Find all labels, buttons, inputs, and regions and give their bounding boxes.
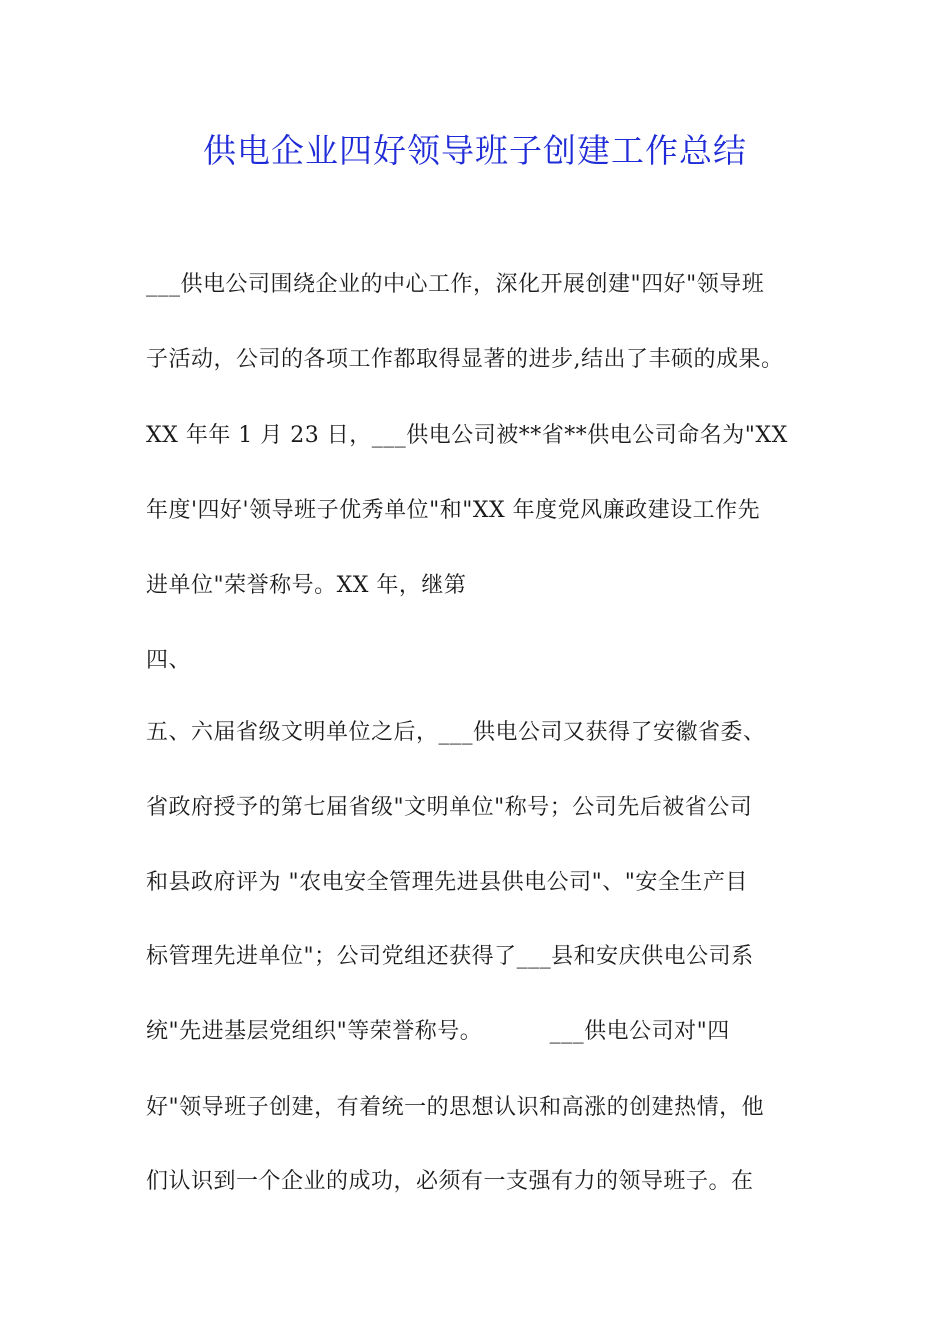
document-title: 供电企业四好领导班子创建工作总结 <box>203 131 747 170</box>
body-line: ___供电公司围绕企业的中心工作，深化开展创建"四好"领导班 <box>146 272 765 297</box>
body-line: 和县政府评为 "农电安全管理先进县供电公司"、"安全生产目 <box>146 870 748 895</box>
body-line: XX 年年 1 月 23 日，___供电公司被**省**供电公司命名为"XX <box>146 423 788 448</box>
body-line: 子活动，公司的各项工作都取得显著的进步,结出了丰硕的成果。 <box>146 347 784 372</box>
body-line: 四、 <box>146 648 192 673</box>
body-line: 年度'四好'领导班子优秀单位"和"XX 年度党风廉政建设工作先 <box>146 498 761 523</box>
body-line: 五、六届省级文明单位之后，___供电公司又获得了安徽省委、 <box>146 720 766 745</box>
body-line: 标管理先进单位"；公司党组还获得了___县和安庆供电公司系 <box>146 944 754 969</box>
body-line: 省政府授予的第七届省级"文明单位"称号；公司先后被省公司 <box>146 795 753 820</box>
body-line: 统"先进基层党组织"等荣誉称号。 ___供电公司对"四 <box>146 1019 730 1044</box>
body-line: 们认识到一个企业的成功，必须有一支强有力的领导班子。在 <box>146 1169 754 1194</box>
document-body <box>146 0 826 1194</box>
body-line: 进单位"荣誉称号。XX 年，继第 <box>146 573 467 598</box>
body-line: 好"领导班子创建，有着统一的思想认识和高涨的创建热情，他 <box>146 1095 765 1120</box>
